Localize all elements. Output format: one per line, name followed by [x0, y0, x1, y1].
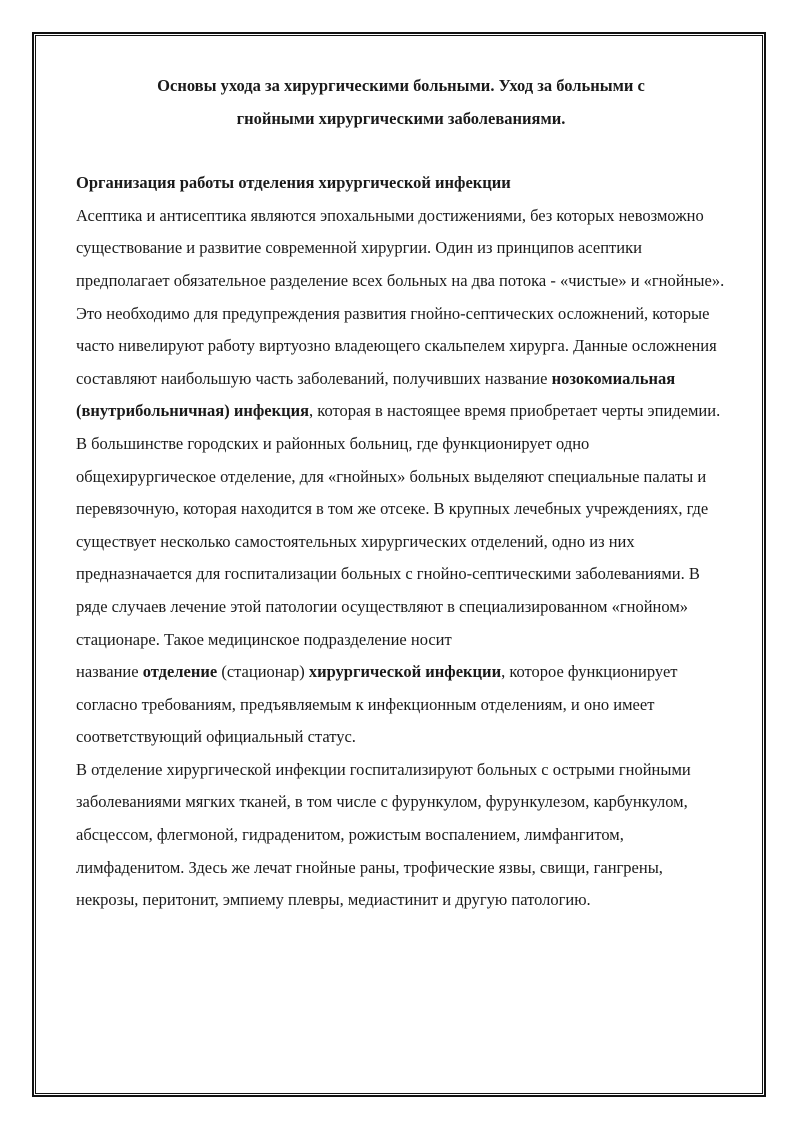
- paragraph-3-bold-term-2: хирургической инфекции: [308, 662, 502, 682]
- paragraph-1-bold-term: нозокомиальная (внутрибольничная) инфекция: [76, 368, 676, 421]
- section-heading: Организация работы отделения хирургической инфекции: [76, 173, 511, 193]
- paragraph-2: [76, 428, 726, 656]
- document-title: [76, 70, 726, 135]
- paragraph-3: [76, 656, 726, 754]
- paragraph-3-text-1: название: [76, 662, 143, 682]
- paragraph-3-bold-term-1: отделение: [142, 662, 218, 682]
- paragraph-1: [76, 200, 726, 428]
- document-body: [76, 70, 726, 917]
- title-line-1: Основы ухода за хирургическими больными. Уход за больными с: [157, 76, 645, 95]
- paragraph-4-text-1: В отделение хирургической инфекции госпитализируют больных с острыми гнойными заболеваниями мягких тканей, в том числе с фурункулом, фурункулезом, карбункулом, абсцессом, флегмоной, гидраденитом, рожистым воспалением, лимфангитом, лимфаденитом. Здесь же лечат гнойные раны, трофические язвы, свищи, гангрены, некрозы, перитонит, эмпиему плевры, медиастинит и другую патологию.: [76, 759, 691, 910]
- paragraph-2-text-1: В большинстве городских и районных больниц, где функционирует одно общехирургическое отделение, для «гнойных» больных выделяют специальные палаты и перевязочную, которая находится в том же отсеке. В крупных лечебных учреждениях, где существует несколько самостоятельных хирургических отделений, одно из них предназначается для госпитализации больных с гнойно-септическими заболеваниями. В ряде случаев лечение этой патологии осуществляют в специализированном «гнойном» стационаре. Такое медицинское подразделение носит: [76, 433, 709, 649]
- paragraph-3-text-3: , которое функционирует согласно требованиям, предъявляемым к инфекционным отделениям, и оно имеет соответствующий официальный статус.: [76, 662, 678, 747]
- paragraph-1-text-2: , которая в настоящее время приобретает черты эпидемии.: [309, 401, 721, 421]
- paragraph-3-text-2: (стационар): [217, 662, 309, 682]
- paragraph-4: [76, 754, 726, 917]
- title-line-2: гнойными хирургическими заболеваниями.: [236, 108, 566, 128]
- paragraph-1-text-1: Асептика и антисептика являются эпохальными достижениями, без которых невозможно существование и развитие современной хирургии. Один из принципов асептики предполагает обязательное разделение всех больных на два потока - «чистые» и «гнойные». Это необходимо для предупреждения развития гнойно-септических осложнений, которые часто нивелируют работу виртуозно владеющего скальпелем хирурга. Данные осложнения составляют наибольшую часть заболеваний, получивших название: [76, 205, 725, 388]
